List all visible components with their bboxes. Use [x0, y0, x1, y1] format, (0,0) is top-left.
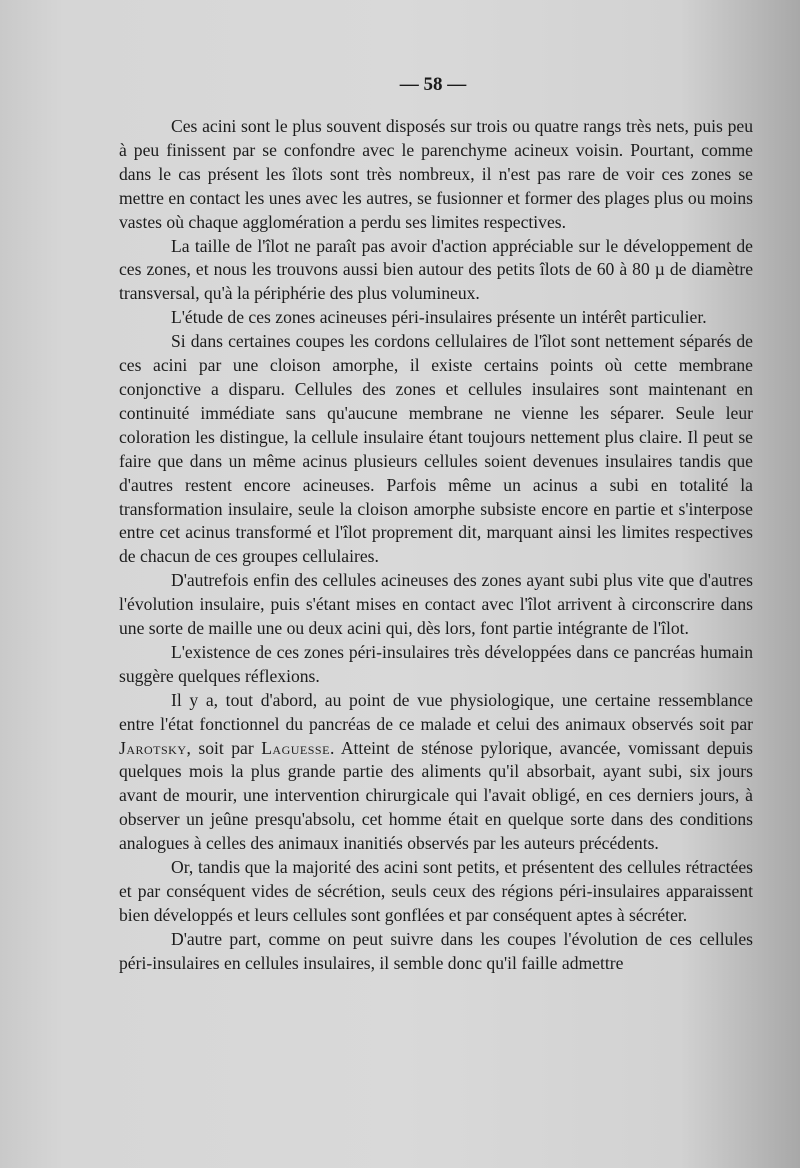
paragraph: La taille de l'îlot ne paraît pas avoir d'action appréciable sur le développement de ces zones, et nous les trouvons aussi bien autour des petits îlots de 60 à 80 µ de diamètre transversal, qu'à la périphérie des plus volumineux. [119, 235, 753, 304]
author-name: Jarotsky [119, 737, 187, 758]
body-text [119, 115, 753, 976]
paragraph-text: . Atteint de sténose pylorique, avancée, vomissant depuis quelques mois la plus grande partie des aliments qu'il absorbait, ayant subi, six jours avant de mourir, une intervention chirurgicale qui l'avait obligé, en ces derniers jours, à observer un jeûne presqu'absolu, cet homme était en quelque sorte dans des conditions analogues à celles des animaux inanitiés observés par les auteurs précédents. [119, 737, 753, 854]
paragraph: L'existence de ces zones péri-insulaires très développées dans ce pancréas humain suggère quelques réflexions. [119, 641, 753, 686]
paragraph: L'étude de ces zones acineuses péri-insulaires présente un intérêt particulier. [171, 307, 707, 328]
paragraph: Or, tandis que la majorité des acini sont petits, et présentent des cellules rétractées et par conséquent vides de sécrétion, seuls ceux des régions péri-insulaires apparaissent bien développés et leurs cellules sont gonflées et par conséquent aptes à sécréter. [119, 857, 753, 925]
paragraph: Si dans certaines coupes les cordons cellulaires de l'îlot sont nettement séparés de ces acini par une cloison amorphe, il existe certains points où cette membrane conjonctive a disparu. Cellules des zones et cellules insulaires sont maintenant en continuité immédiate sans qu'aucune membrane ne vienne les séparer. Seule leur coloration les distingue, la cellule insulaire étant toujours nettement plus claire. Il peut se faire que dans un même acinus plusieurs cellules soient devenues insulaires tandis que d'autres restent encore acineuses. Parfois même un acinus a subi en totalité la transformation insulaire, seule la cloison amorphe subsiste encore en partie et s'interpose entre cet acinus transformé et l'îlot proprement dit, marquant ainsi les limites respectives de chacun de ces groupes cellulaires. [119, 331, 753, 567]
paragraph-text: , soit par [186, 737, 262, 758]
paragraph-with-authors [119, 689, 753, 856]
paragraph: D'autrefois enfin des cellules acineuses des zones ayant subi plus vite que d'autres l'évolution insulaire, puis s'étant mises en contact avec l'îlot arrivent à circonscrire dans une sorte de maille une ou deux acini qui, dès lors, font partie intégrante de l'îlot. [119, 570, 753, 639]
paragraph: D'autre part, comme on peut suivre dans les coupes l'évolution de ces cellules péri-insulaires en cellules insulaires, il semble donc qu'il faille admettre [119, 928, 753, 973]
paragraph-text: Il y a, tout d'abord, au point de vue physiologique, une certaine ressemblance entre l'état fonctionnel du pancréas de ce malade et celui des animaux observés soit par [119, 689, 753, 734]
author-name: Laguesse [261, 737, 330, 758]
page-number: — 58 — [399, 74, 467, 95]
paragraph: Ces acini sont le plus souvent disposés sur trois ou quatre rangs très nets, puis peu à peu finissent par se confondre avec le parenchyme acineux voisin. Pourtant, comme dans le cas présent les îlots sont très nombreux, il n'est pas rare de voir ces zones se mettre en contact les unes avec les autres, se fusionner et former des plages plus ou moins vastes où chaque agglomération a perdu ses limites respectives. [119, 116, 753, 232]
